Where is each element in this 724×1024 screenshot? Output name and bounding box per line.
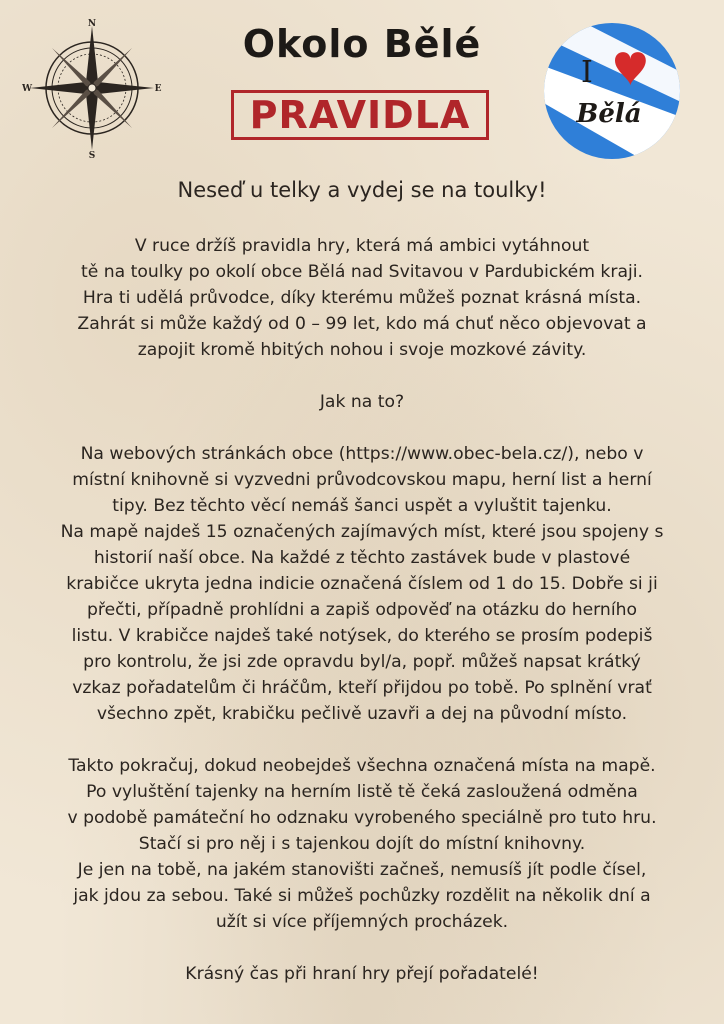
rules-line: Na webových stránkách obce (https://www.obec-bela.cz/), nebo v	[80, 444, 644, 464]
logo-i: I	[581, 55, 593, 90]
rules-stamp	[231, 90, 489, 140]
continue-line: Je jen na tobě, na jakém stanovišti začneš, nemusíš jít podle čísel,	[77, 860, 647, 880]
compass-w-label: W	[22, 84, 33, 94]
intro-paragraph	[40, 233, 684, 363]
page-title: Okolo Bělé	[242, 22, 482, 66]
continue-line: Takto pokračuj, dokud neobejdeš všechna označená místa na mapě.	[68, 756, 656, 776]
intro-line: Hra ti udělá průvodce, díky kterému můžeš poznat krásná místa.	[82, 288, 642, 308]
intro-line: V ruce držíš pravidla hry, která má ambici vytáhnout	[134, 236, 590, 256]
rules-line: krabičce ukryta jedna indicie označená číslem od 1 do 15. Dobře si ji	[66, 574, 658, 594]
rules-line: přečti, případně prohlídni a zapiš odpověď na otázku do herního	[87, 600, 637, 620]
logo-bela: Bělá	[576, 99, 642, 129]
intro-line: Zahrát si může každý od 0 – 99 let, kdo má chuť něco objevovat a	[77, 314, 647, 334]
rules-line: místní knihovně si vyzvedni průvodcovskou mapu, herní list a herní	[72, 470, 652, 490]
intro-line: zapojit kromě hbitých nohou i svoje mozkové závity.	[137, 340, 587, 360]
continue-line: užít si více příjemných procházek.	[215, 912, 509, 932]
i-love-bela-logo	[543, 22, 681, 160]
rules-content	[40, 175, 684, 987]
headline: Neseď u telky a vydej se na toulky!	[177, 178, 547, 202]
rules-line: vzkaz pořadatelům či hráčům, kteří přijdou po tobě. Po splnění vrať	[72, 678, 652, 698]
rules-line: historií naší obce. Na každé z těchto zastávek bude v plastové	[93, 548, 631, 568]
compass-n-label: N	[87, 19, 97, 29]
compass-s-label: S	[88, 151, 96, 158]
rules-line: všechno zpět, krabičku pečlivě uzavři a dej na původní místo.	[96, 704, 628, 724]
continue-line: v podobě památeční ho odznaku vyrobeného speciálně pro tuto hru.	[67, 808, 657, 828]
continue-line: Stačí si pro něj i s tajenkou dojít do místní knihovny.	[138, 834, 586, 854]
rules-line: listu. V krabičce najdeš také notýsek, do kterého se prosím podepiš	[71, 626, 653, 646]
continue-line: Po vyluštění tajenky na herním listě tě čeká zasloužená odměna	[86, 782, 638, 802]
stamp-label: PRAVIDLA	[249, 93, 471, 137]
compass-e-label: E	[154, 84, 162, 94]
page-header	[0, 0, 724, 170]
how-to-heading: Jak na to?	[319, 392, 405, 412]
intro-line: tě na toulky po okolí obce Bělá nad Svitavou v Pardubickém kraji.	[80, 262, 643, 282]
closing-line: Krásný čas při hraní hry přejí pořadatelé!	[185, 964, 539, 984]
rules-line: tipy. Bez těchto věcí nemáš šanci uspět a vyluštit tajenku.	[112, 496, 612, 516]
rules-line: Na mapě najdeš 15 označených zajímavých míst, které jsou spojeny s	[60, 522, 664, 542]
continue-paragraph	[40, 753, 684, 935]
rules-paragraph	[40, 441, 684, 727]
continue-line: jak jdou za sebou. Také si můžeš pochůzky rozdělit na několik dní a	[73, 886, 651, 906]
rules-line: pro kontrolu, že jsi zde opravdu byl/a, popř. můžeš napsat krátký	[83, 652, 641, 672]
